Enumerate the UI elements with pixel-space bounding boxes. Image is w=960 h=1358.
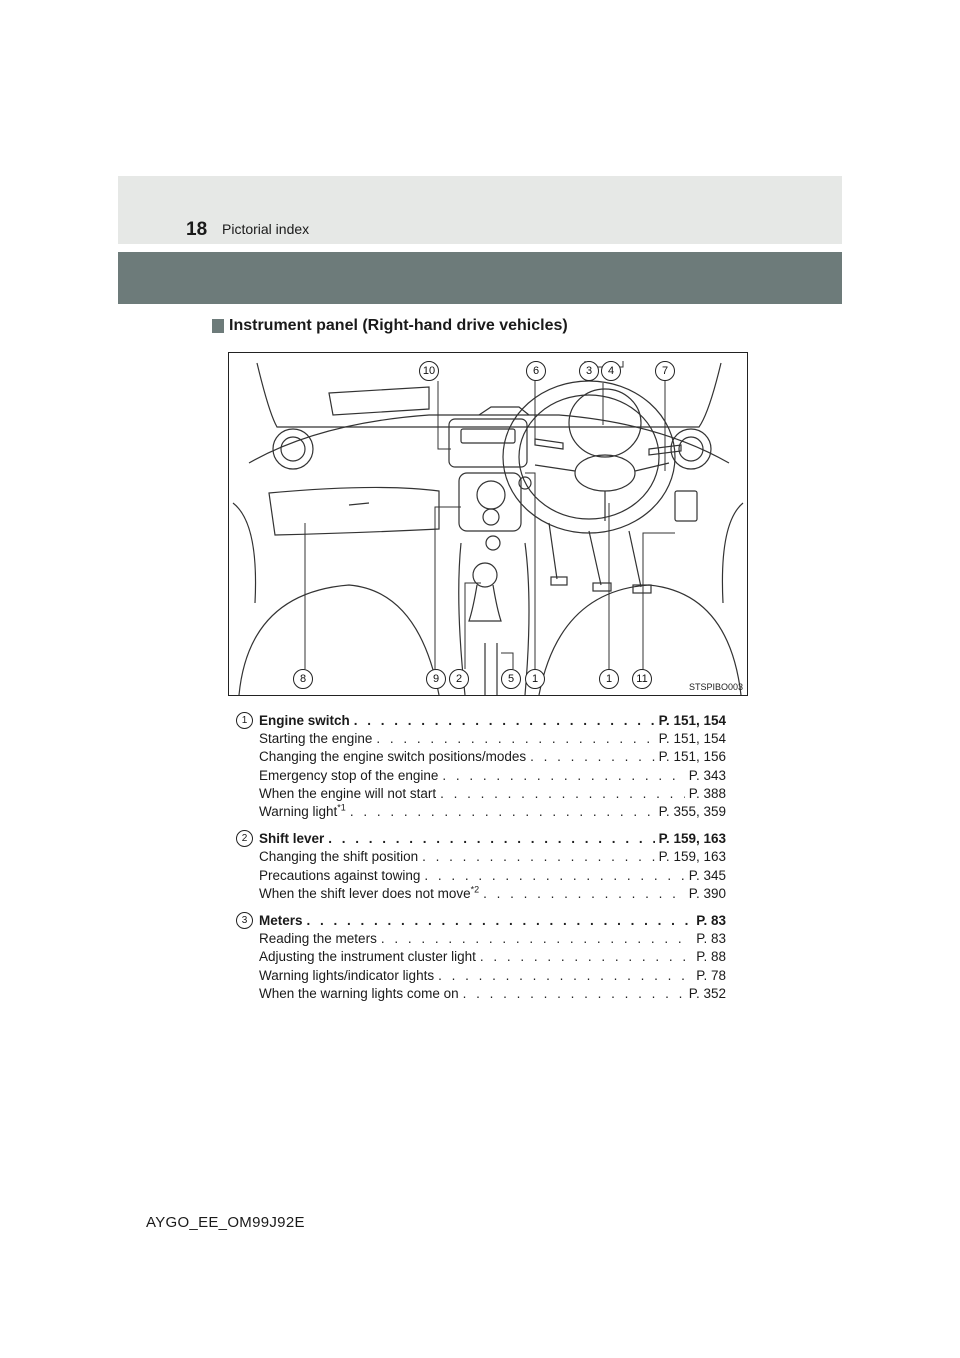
sub-item-row [236,967,726,985]
subheading-text: Instrument panel (Right-hand drive vehicles) [229,317,568,334]
entry-shift-lever [236,830,726,903]
page-reference: P. 159, 163 [658,849,726,865]
sub-item-label: Warning lights/indicator lights [259,967,435,983]
section-title: Pictorial index [222,221,310,237]
instrument-panel-figure [228,352,748,696]
sub-item-row [236,785,726,803]
sub-item-row [236,767,726,785]
sub-item-label [259,803,346,821]
header-dark-band [118,252,842,304]
sub-item-row [236,748,726,766]
sub-item-label: Changing the shift position [259,849,419,865]
callout-1-right: 1 [599,669,619,689]
footnote-marker: *2 [470,884,480,895]
leader-dots [530,748,655,766]
sub-item-label: When the warning lights come on [259,985,459,1001]
page-reference: P. 388 [688,785,726,801]
entry-number-badge: 3 [236,912,253,929]
page-reference: P. 83 [696,913,726,929]
page-reference: P. 159, 163 [658,831,726,847]
entry-number-badge: 1 [236,712,253,729]
page-reference: P. 88 [696,949,726,965]
sub-item-label: Starting the engine [259,731,373,747]
page-reference: P. 151, 154 [658,713,726,728]
page-reference: P. 345 [688,867,726,883]
sub-item-label: Reading the meters [259,931,377,947]
page-reference: P. 151, 156 [658,749,726,765]
sub-item-text: When the shift lever does not move [259,885,471,901]
entry-heading-row [236,712,726,730]
sub-item-label [259,885,479,903]
page-reference: P. 343 [688,767,726,783]
leader-dots [307,912,693,930]
page-reference: P. 78 [696,967,726,983]
leader-dots [328,830,654,848]
sub-item-row [236,885,726,903]
entry-title: Shift lever [259,831,325,847]
leader-dots [438,967,692,985]
sub-item-row [236,730,726,748]
page-reference: P. 355, 359 [658,804,726,820]
sub-item-row [236,948,726,966]
entry-title: Engine switch [259,713,350,728]
leader-dots [483,885,685,903]
entry-number-badge: 2 [236,830,253,847]
entry-meters [236,912,726,1003]
sub-item-row [236,848,726,866]
leader-dots [442,767,684,785]
sub-item-label: Adjusting the instrument cluster light [259,949,476,965]
callout-11: 11 [632,669,652,689]
leader-dots [463,985,685,1003]
sub-item-label: When the engine will not start [259,785,437,801]
entry-heading-row [236,912,726,930]
callout-3: 3 [579,361,599,381]
callout-1-left: 1 [525,669,545,689]
entry-engine-switch [236,712,726,821]
sub-item-label: Precautions against towing [259,867,421,883]
sub-item-row [236,985,726,1003]
callout-6: 6 [526,361,546,381]
sub-item-row [236,803,726,821]
callout-2: 2 [449,669,469,689]
figure-code: STSPIBO003 [688,682,743,692]
callout-7: 7 [655,361,675,381]
callout-9: 9 [426,669,446,689]
subheading [212,317,568,335]
entry-title: Meters [259,913,303,929]
callout-10: 10 [419,361,439,381]
leader-dots [376,730,654,748]
sub-item-label: Emergency stop of the engine [259,767,439,783]
callout-5: 5 [501,669,521,689]
heading-square-icon [212,319,224,333]
instrument-panel-illustration [229,353,747,695]
page-reference: P. 390 [688,885,726,901]
leader-dots [350,803,655,821]
page-reference: P. 83 [696,931,726,947]
page-reference: P. 151, 154 [658,731,726,747]
sub-item-row [236,867,726,885]
entries-list [236,712,726,1012]
leader-dots [424,867,684,885]
page-reference: P. 352 [688,985,726,1001]
leader-dots [422,848,655,866]
sub-item-text: Warning light [259,804,338,820]
document-id: AYGO_EE_OM99J92E [146,1214,305,1231]
leader-dots [480,948,692,966]
leader-dots [381,930,692,948]
footnote-marker: *1 [337,802,346,813]
callout-4: 4 [601,361,621,381]
leader-dots [354,712,655,730]
callout-8: 8 [293,669,313,689]
sub-item-row [236,930,726,948]
page-number: 18 [186,219,208,240]
leader-dots [440,785,685,803]
entry-heading-row [236,830,726,848]
sub-item-label: Changing the engine switch positions/modes [259,749,527,765]
